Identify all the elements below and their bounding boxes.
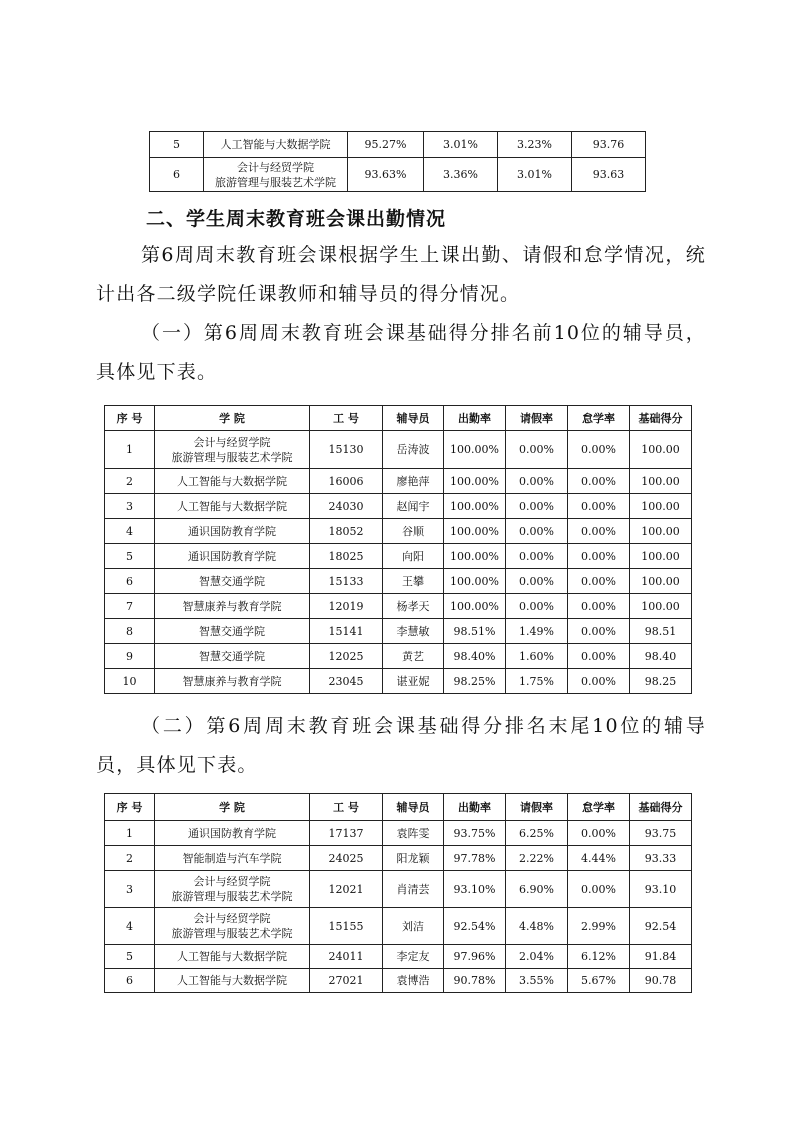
sub2-paragraph [96,707,706,785]
top-table-body [150,132,646,192]
cell-leave: 2.04% [506,945,568,969]
header-id: 工 号 [310,406,383,431]
cell-leave: 6.90% [506,871,568,908]
cell-score: 93.63 [572,158,646,192]
cell-id: 23045 [310,669,383,694]
cell-counselor: 廖艳萍 [383,469,444,494]
bottom10-table-body [105,821,692,993]
header-score: 基础得分 [630,794,692,821]
cell-no: 4 [105,908,155,945]
cell-no: 5 [105,544,155,569]
cell-id: 24025 [310,846,383,871]
cell-college: 通识国防教育学院 [155,821,310,846]
cell-id: 15133 [310,569,383,594]
header-row [105,794,692,821]
header-college: 学 院 [155,794,310,821]
cell-leave: 1.49% [506,619,568,644]
table-row [105,908,692,945]
cell-attendance: 93.75% [444,821,506,846]
cell-id: 12025 [310,644,383,669]
cell-score: 93.33 [630,846,692,871]
header-attendance: 出勤率 [444,794,506,821]
cell-leave: 3.36% [424,158,498,192]
bottom10-table [104,793,692,993]
cell-college: 会计与经贸学院 旅游管理与服装艺术学院 [155,431,310,469]
cell-college: 智慧交通学院 [155,569,310,594]
cell-no: 6 [150,158,204,192]
cell-no: 5 [105,945,155,969]
cell-attendance: 98.40% [444,644,506,669]
cell-score: 100.00 [630,544,692,569]
cell-absence: 0.00% [568,594,630,619]
table-row [105,619,692,644]
table-row [105,519,692,544]
cell-no: 4 [105,519,155,544]
cell-id: 16006 [310,469,383,494]
cell-absence: 0.00% [568,619,630,644]
header-no: 序 号 [105,406,155,431]
header-counselor: 辅导员 [383,406,444,431]
cell-counselor: 刘洁 [383,908,444,945]
cell-score: 98.40 [630,644,692,669]
cell-score: 98.25 [630,669,692,694]
cell-no: 5 [150,132,204,158]
cell-score: 100.00 [630,494,692,519]
intro-paragraph [96,236,706,314]
cell-no: 7 [105,594,155,619]
cell-id: 18025 [310,544,383,569]
cell-leave: 0.00% [506,569,568,594]
cell-leave: 1.60% [506,644,568,669]
cell-no: 6 [105,969,155,993]
cell-college: 通识国防教育学院 [155,544,310,569]
cell-score: 100.00 [630,469,692,494]
cell-college: 人工智能与大数据学院 [204,132,348,158]
cell-no: 8 [105,619,155,644]
table-row [150,158,646,192]
cell-no: 9 [105,644,155,669]
cell-college: 人工智能与大数据学院 [155,945,310,969]
cell-absence: 0.00% [568,669,630,694]
table-row [105,644,692,669]
cell-leave: 6.25% [506,821,568,846]
cell-leave: 0.00% [506,431,568,469]
header-no: 序 号 [105,794,155,821]
cell-college: 智能制造与汽车学院 [155,846,310,871]
cell-college: 人工智能与大数据学院 [155,969,310,993]
cell-absence: 0.00% [568,644,630,669]
cell-absence: 3.23% [498,132,572,158]
table-row [105,469,692,494]
cell-no: 10 [105,669,155,694]
cell-leave: 3.55% [506,969,568,993]
top-table [149,131,646,192]
cell-leave: 3.01% [424,132,498,158]
cell-id: 18052 [310,519,383,544]
cell-id: 27021 [310,969,383,993]
cell-leave: 0.00% [506,594,568,619]
cell-counselor: 李慧敏 [383,619,444,644]
intro-text: 第6周周末教育班会课根据学生上课出勤、请假和怠学情况，统计出各二级学院任课教师和辅导员的得分情况。 [96,244,706,305]
cell-attendance: 97.96% [444,945,506,969]
cell-leave: 0.00% [506,519,568,544]
cell-leave: 2.22% [506,846,568,871]
cell-id: 15141 [310,619,383,644]
cell-college: 智慧交通学院 [155,619,310,644]
cell-counselor: 杨孝天 [383,594,444,619]
cell-absence: 0.00% [568,494,630,519]
table-row [105,945,692,969]
sub1-text: （一）第6周周末教育班会课基础得分排名前10位的辅导员，具体见下表。 [96,322,706,383]
cell-score: 93.75 [630,821,692,846]
cell-college: 人工智能与大数据学院 [155,494,310,519]
table-row [105,846,692,871]
cell-leave: 4.48% [506,908,568,945]
cell-college: 智慧康养与教育学院 [155,594,310,619]
cell-no: 6 [105,569,155,594]
bottom10-table-head [105,794,692,821]
cell-counselor: 谌亚妮 [383,669,444,694]
cell-no: 2 [105,846,155,871]
cell-counselor: 谷顺 [383,519,444,544]
cell-college: 会计与经贸学院 旅游管理与服装艺术学院 [204,158,348,192]
cell-absence: 0.00% [568,569,630,594]
header-leave: 请假率 [506,794,568,821]
cell-id: 12019 [310,594,383,619]
table-row [105,669,692,694]
cell-leave: 0.00% [506,544,568,569]
cell-college: 智慧交通学院 [155,644,310,669]
header-college: 学 院 [155,406,310,431]
cell-counselor: 肖清芸 [383,871,444,908]
cell-attendance: 90.78% [444,969,506,993]
header-leave: 请假率 [506,406,568,431]
table-row [150,132,646,158]
table-row [105,569,692,594]
table-row [105,594,692,619]
cell-leave: 1.75% [506,669,568,694]
cell-attendance: 93.63% [348,158,424,192]
cell-attendance: 98.51% [444,619,506,644]
cell-college: 会计与经贸学院 旅游管理与服装艺术学院 [155,908,310,945]
cell-score: 100.00 [630,431,692,469]
cell-college: 会计与经贸学院 旅游管理与服装艺术学院 [155,871,310,908]
cell-score: 100.00 [630,519,692,544]
cell-counselor: 袁博浩 [383,969,444,993]
cell-id: 24011 [310,945,383,969]
cell-college: 人工智能与大数据学院 [155,469,310,494]
cell-counselor: 李定友 [383,945,444,969]
cell-id: 12021 [310,871,383,908]
cell-attendance: 93.10% [444,871,506,908]
table-row [105,871,692,908]
cell-score: 91.84 [630,945,692,969]
header-absence: 怠学率 [568,406,630,431]
table-row [105,821,692,846]
cell-absence: 0.00% [568,469,630,494]
cell-no: 3 [105,871,155,908]
cell-counselor: 黄艺 [383,644,444,669]
cell-leave: 0.00% [506,494,568,519]
cell-attendance: 100.00% [444,544,506,569]
cell-counselor: 岳涛波 [383,431,444,469]
cell-score: 90.78 [630,969,692,993]
cell-absence: 0.00% [568,431,630,469]
table-row [105,431,692,469]
header-id: 工 号 [310,794,383,821]
cell-attendance: 100.00% [444,519,506,544]
cell-no: 3 [105,494,155,519]
cell-attendance: 100.00% [444,494,506,519]
cell-attendance: 92.54% [444,908,506,945]
cell-counselor: 袁阵雯 [383,821,444,846]
cell-score: 93.10 [630,871,692,908]
cell-score: 100.00 [630,594,692,619]
header-score: 基础得分 [630,406,692,431]
cell-absence: 3.01% [498,158,572,192]
cell-attendance: 97.78% [444,846,506,871]
table-row [105,544,692,569]
cell-id: 24030 [310,494,383,519]
cell-college: 通识国防教育学院 [155,519,310,544]
cell-absence: 2.99% [568,908,630,945]
cell-college: 智慧康养与教育学院 [155,669,310,694]
cell-score: 93.76 [572,132,646,158]
cell-absence: 0.00% [568,871,630,908]
table-row [105,494,692,519]
cell-attendance: 100.00% [444,469,506,494]
cell-counselor: 向阳 [383,544,444,569]
cell-absence: 4.44% [568,846,630,871]
cell-counselor: 赵闻宇 [383,494,444,519]
cell-id: 17137 [310,821,383,846]
cell-absence: 5.67% [568,969,630,993]
cell-absence: 0.00% [568,544,630,569]
section-heading: 二、学生周末教育班会课出勤情况 [146,208,447,230]
cell-leave: 0.00% [506,469,568,494]
header-attendance: 出勤率 [444,406,506,431]
cell-absence: 0.00% [568,519,630,544]
sub1-paragraph [96,314,706,392]
top10-table-body [105,431,692,694]
cell-id: 15155 [310,908,383,945]
cell-no: 1 [105,821,155,846]
header-row [105,406,692,431]
cell-id: 15130 [310,431,383,469]
cell-no: 1 [105,431,155,469]
cell-score: 92.54 [630,908,692,945]
sub2-text: （二）第6周周末教育班会课基础得分排名末尾10位的辅导员，具体见下表。 [96,715,706,776]
cell-score: 98.51 [630,619,692,644]
top10-table [104,405,692,694]
cell-attendance: 98.25% [444,669,506,694]
cell-no: 2 [105,469,155,494]
cell-absence: 6.12% [568,945,630,969]
header-counselor: 辅导员 [383,794,444,821]
cell-counselor: 阳龙颖 [383,846,444,871]
cell-attendance: 100.00% [444,431,506,469]
cell-attendance: 100.00% [444,569,506,594]
table-row [105,969,692,993]
top10-table-head [105,406,692,431]
cell-score: 100.00 [630,569,692,594]
header-absence: 怠学率 [568,794,630,821]
cell-attendance: 100.00% [444,594,506,619]
cell-attendance: 95.27% [348,132,424,158]
cell-counselor: 王攀 [383,569,444,594]
cell-absence: 0.00% [568,821,630,846]
